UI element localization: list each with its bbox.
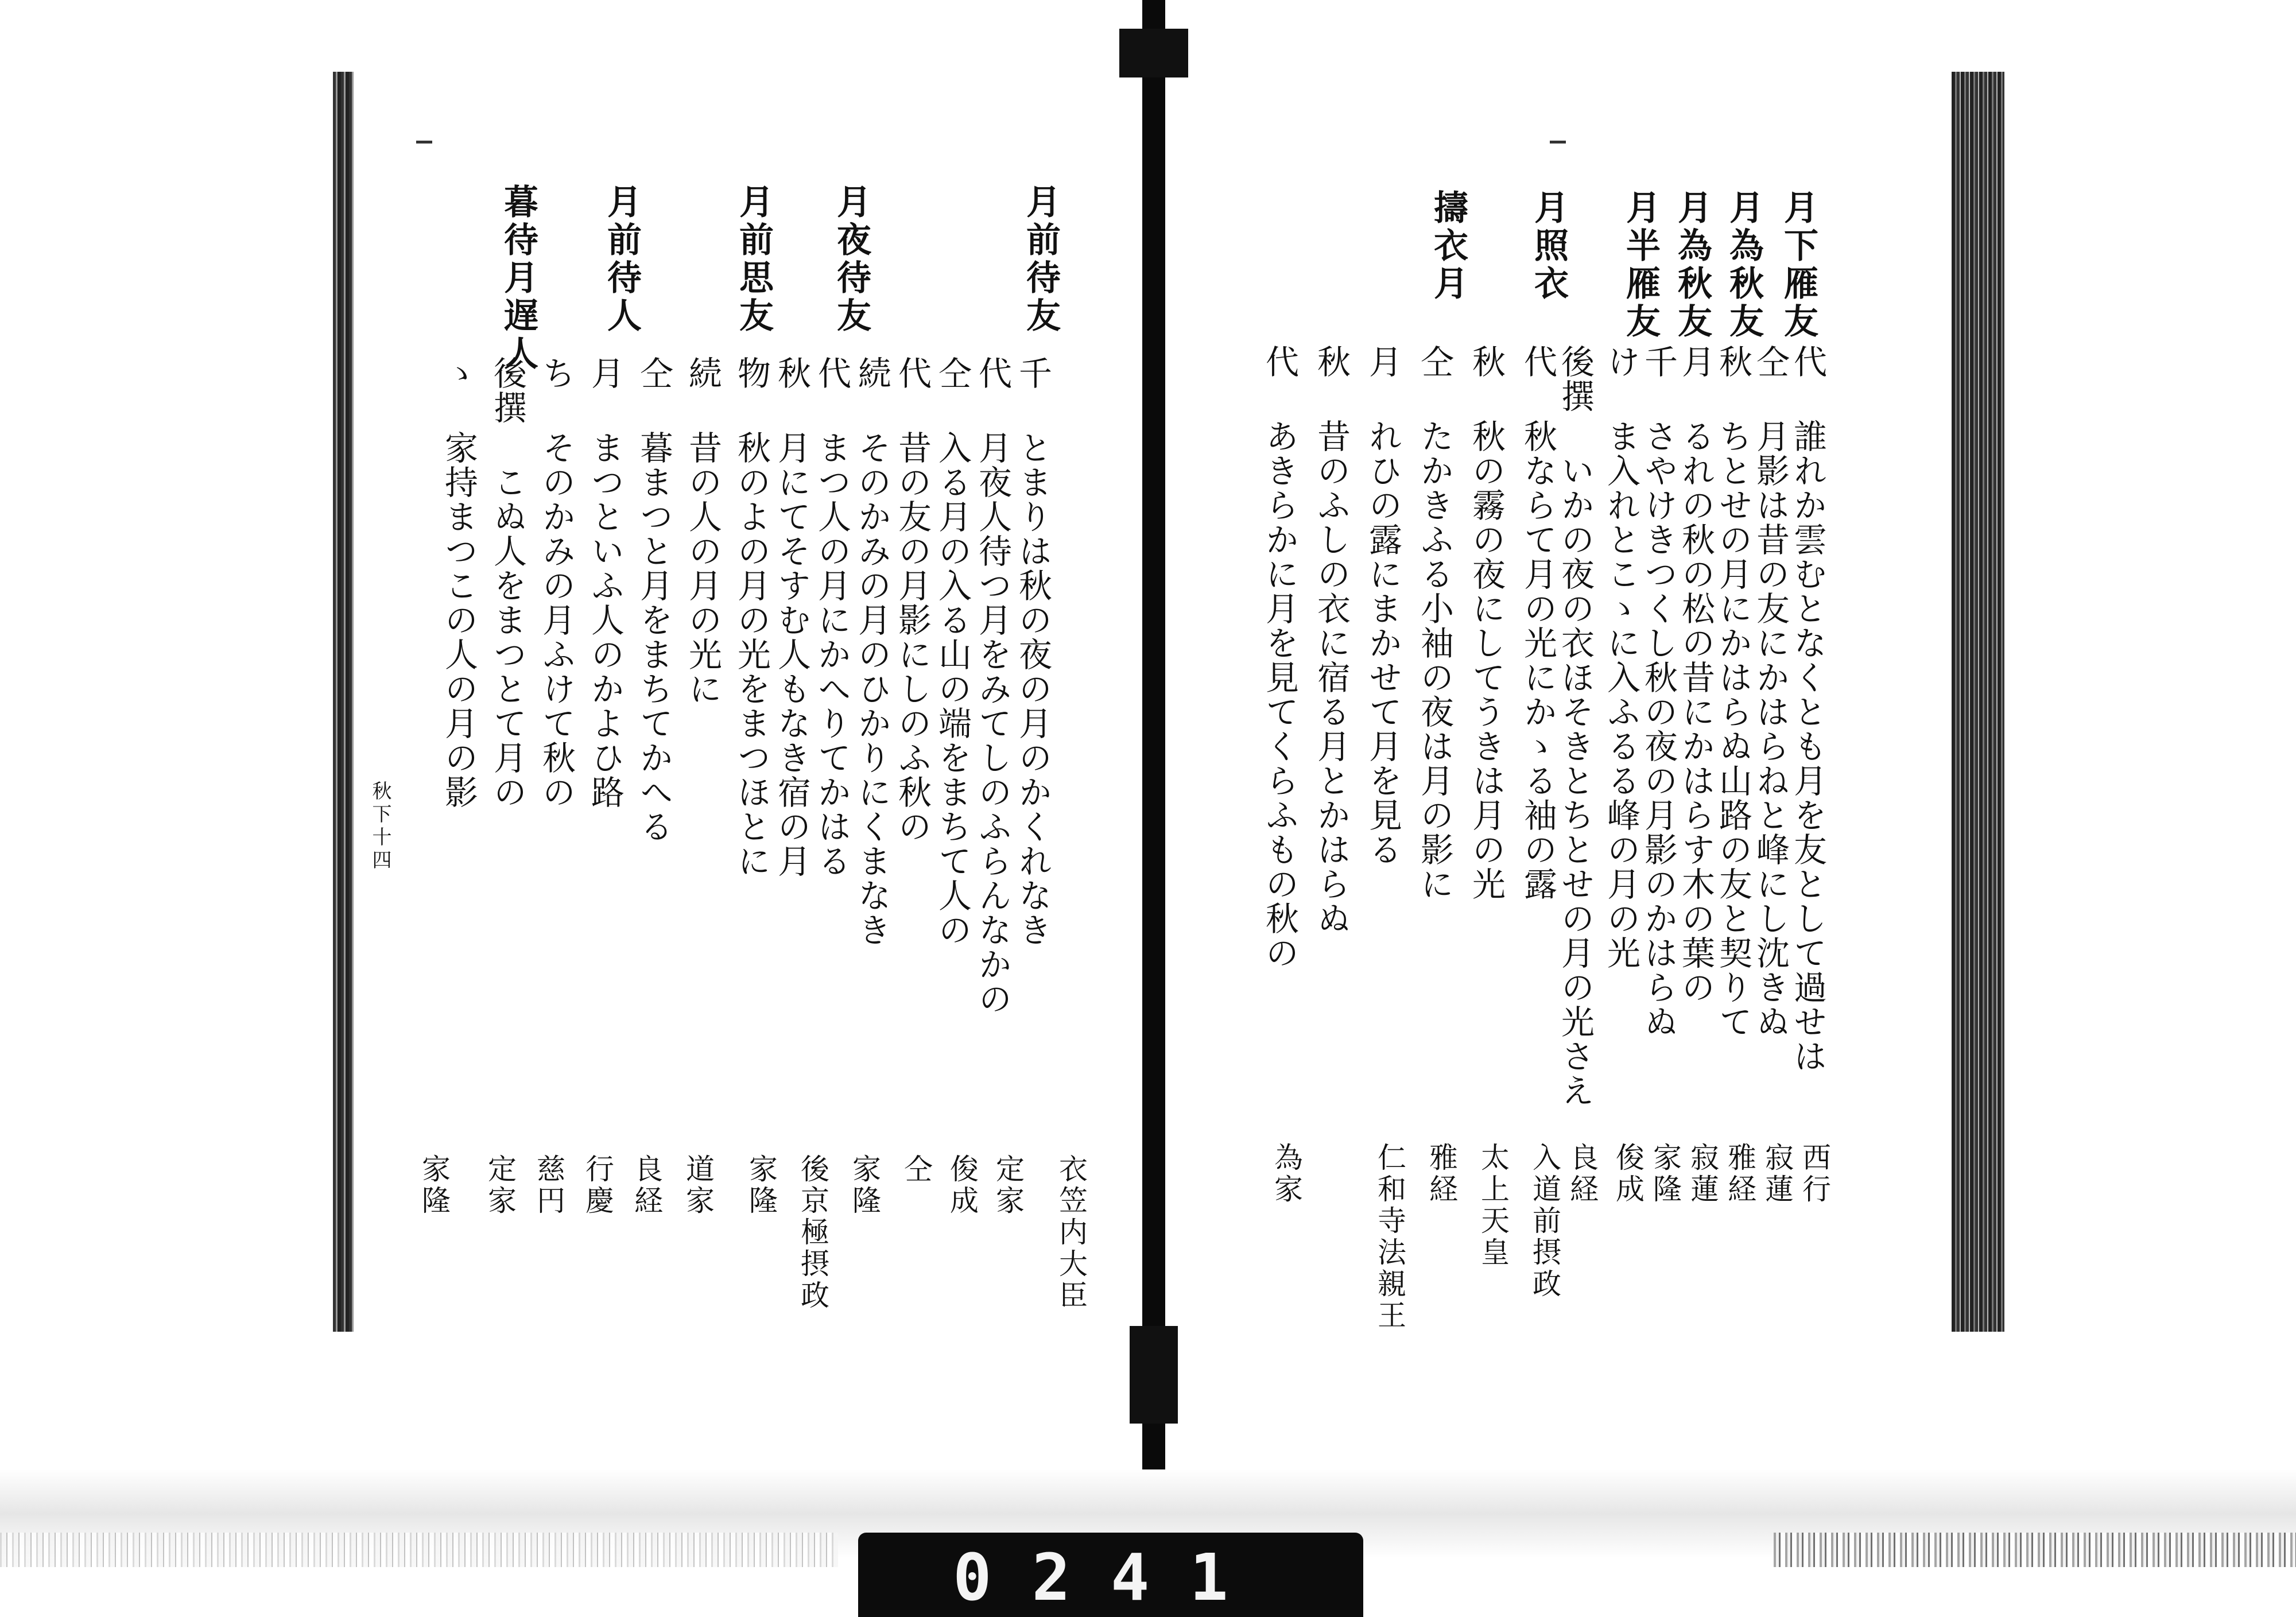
left-author-3: 俊成 bbox=[945, 1154, 979, 1217]
left-poem-14: ゝ 家持まつこの人の月の影 bbox=[439, 356, 478, 809]
right-page-edge bbox=[1952, 72, 2004, 1332]
left-title-5: 暮待月遅人 bbox=[498, 184, 538, 373]
margin-mark bbox=[416, 141, 432, 144]
right-title-6: 擣衣月 bbox=[1428, 189, 1468, 303]
right-author-11: 仁和寺法親王 bbox=[1373, 1142, 1406, 1332]
left-poem-1: 千 とまりは秋の夜の月のかくれなき bbox=[1013, 356, 1052, 947]
spine-clip-bottom bbox=[1130, 1326, 1178, 1424]
right-author-2: 寂蓮 bbox=[1760, 1142, 1794, 1205]
left-poem-9: 続 昔の人の月の光に bbox=[683, 356, 722, 706]
right-author-3: 雅経 bbox=[1723, 1142, 1756, 1205]
right-poem-9: 秋 秋の霧の夜にしてうきは月の光 bbox=[1467, 344, 1506, 901]
left-poem-12: ち そのかみの月ふけて秋の bbox=[537, 356, 576, 809]
right-poem-8: 代 秋ならて月の光にかゝる袖の露 bbox=[1518, 344, 1557, 901]
right-author-10: 雅経 bbox=[1425, 1142, 1458, 1205]
left-poem-5: 続 そのかみの月のひかりにくまなき bbox=[852, 356, 891, 947]
right-poem-2: 仝 月影は昔の友にかはらねと峰にし沈きぬ bbox=[1751, 344, 1790, 1039]
right-poem-4: 月 るれの秋の松の昔にかはらす木の葉の bbox=[1676, 344, 1715, 1005]
left-author-1: 衣笠内大臣 bbox=[1054, 1154, 1088, 1312]
right-author-6: 俊成 bbox=[1611, 1142, 1645, 1205]
margin-mark bbox=[1550, 141, 1566, 144]
folio-label: 秋下十四 bbox=[369, 781, 391, 873]
left-poem-6: 代 まつ人の月にかへりてかはる bbox=[812, 356, 851, 878]
left-author-8: 道家 bbox=[681, 1154, 715, 1217]
left-author-9: 良経 bbox=[630, 1154, 663, 1217]
left-author-11: 慈円 bbox=[532, 1154, 565, 1217]
film-frame-block bbox=[858, 1533, 1363, 1617]
left-author-4: 仝 bbox=[899, 1154, 933, 1185]
left-title-2: 月夜待友 bbox=[831, 184, 871, 335]
right-poem-6: け ま入れとこゝに入ふるる峰の月の光 bbox=[1601, 344, 1640, 970]
right-poem-1: 代 誰れか雲むとなくとも月を友として過せは bbox=[1788, 344, 1827, 1073]
left-author-7: 家隆 bbox=[744, 1154, 778, 1217]
left-author-13: 家隆 bbox=[417, 1154, 451, 1217]
right-poem-11: 月 れひの露にまかせて月を見る bbox=[1363, 344, 1402, 867]
left-poem-11: 月 まつといふ人のかよひ路 bbox=[585, 356, 625, 809]
right-poem-10: 仝 たかきふる小袖の夜は月の影に bbox=[1415, 344, 1454, 901]
scan-noise-left bbox=[0, 1533, 838, 1567]
left-author-6: 後京極摂政 bbox=[796, 1154, 829, 1312]
right-author-7: 良経 bbox=[1565, 1142, 1599, 1205]
spine-clip-top bbox=[1119, 29, 1188, 77]
left-poem-8: 物 秋のよの月の光をまつほとに bbox=[732, 356, 771, 878]
right-title-5: 月照衣 bbox=[1529, 189, 1569, 303]
left-author-10: 行慶 bbox=[581, 1154, 614, 1217]
right-author-12: 為家 bbox=[1270, 1142, 1303, 1205]
left-title-1: 月前待友 bbox=[1021, 184, 1061, 335]
right-title-2: 月為秋友 bbox=[1724, 189, 1764, 341]
right-author-8: 入道前摂政 bbox=[1528, 1142, 1561, 1300]
left-poem-3: 仝 入る月の入る山の端をまちて人の bbox=[933, 356, 972, 947]
left-title-3: 月前思友 bbox=[734, 184, 774, 335]
left-poem-2: 代 月夜人待つ月をみてしのふらんなかの bbox=[973, 356, 1012, 1016]
frame-number: 0241 bbox=[953, 1541, 1269, 1615]
left-page-edge bbox=[333, 72, 354, 1332]
scan-noise-right bbox=[1774, 1533, 2296, 1567]
right-title-4: 月半雁友 bbox=[1620, 189, 1661, 341]
left-author-12: 定家 bbox=[483, 1154, 517, 1217]
left-poem-13: 後撰 こぬ人をまつとて月の bbox=[488, 356, 527, 809]
left-poem-7: 秋 月にてそすむ人もなき宿の月 bbox=[772, 356, 811, 878]
right-title-1: 月下雁友 bbox=[1778, 189, 1818, 341]
right-poem-12: 秋 昔のふしの衣に宿る月とかはらぬ bbox=[1312, 344, 1351, 936]
right-poem-13: 代 あきらかに月を見てくらふもの秋の bbox=[1260, 344, 1299, 970]
right-poem-3: 秋 ちとせの月にかはらぬ山路の友と契りて bbox=[1713, 344, 1752, 1039]
right-title-3: 月為秋友 bbox=[1672, 189, 1712, 341]
right-author-4: 寂蓮 bbox=[1686, 1142, 1719, 1205]
left-title-4: 月前待人 bbox=[602, 184, 642, 335]
left-author-2: 定家 bbox=[991, 1154, 1025, 1217]
right-poem-7: 後撰 いかの夜の衣ほそきとちとせの月の光さえ bbox=[1556, 344, 1595, 1108]
left-poem-10: 仝 暮まつと月をまちてかへる bbox=[634, 356, 673, 844]
right-author-5: 家隆 bbox=[1649, 1142, 1682, 1205]
left-poem-4: 代 昔の友の月影にしのふ秋の bbox=[893, 356, 932, 844]
left-author-5: 家隆 bbox=[848, 1154, 881, 1217]
right-author-9: 太上天皇 bbox=[1476, 1142, 1510, 1269]
right-author-1: 西行 bbox=[1798, 1142, 1831, 1205]
right-poem-5: 千 さやけきつくし秋の夜の月影のかはらぬ bbox=[1639, 344, 1678, 1039]
